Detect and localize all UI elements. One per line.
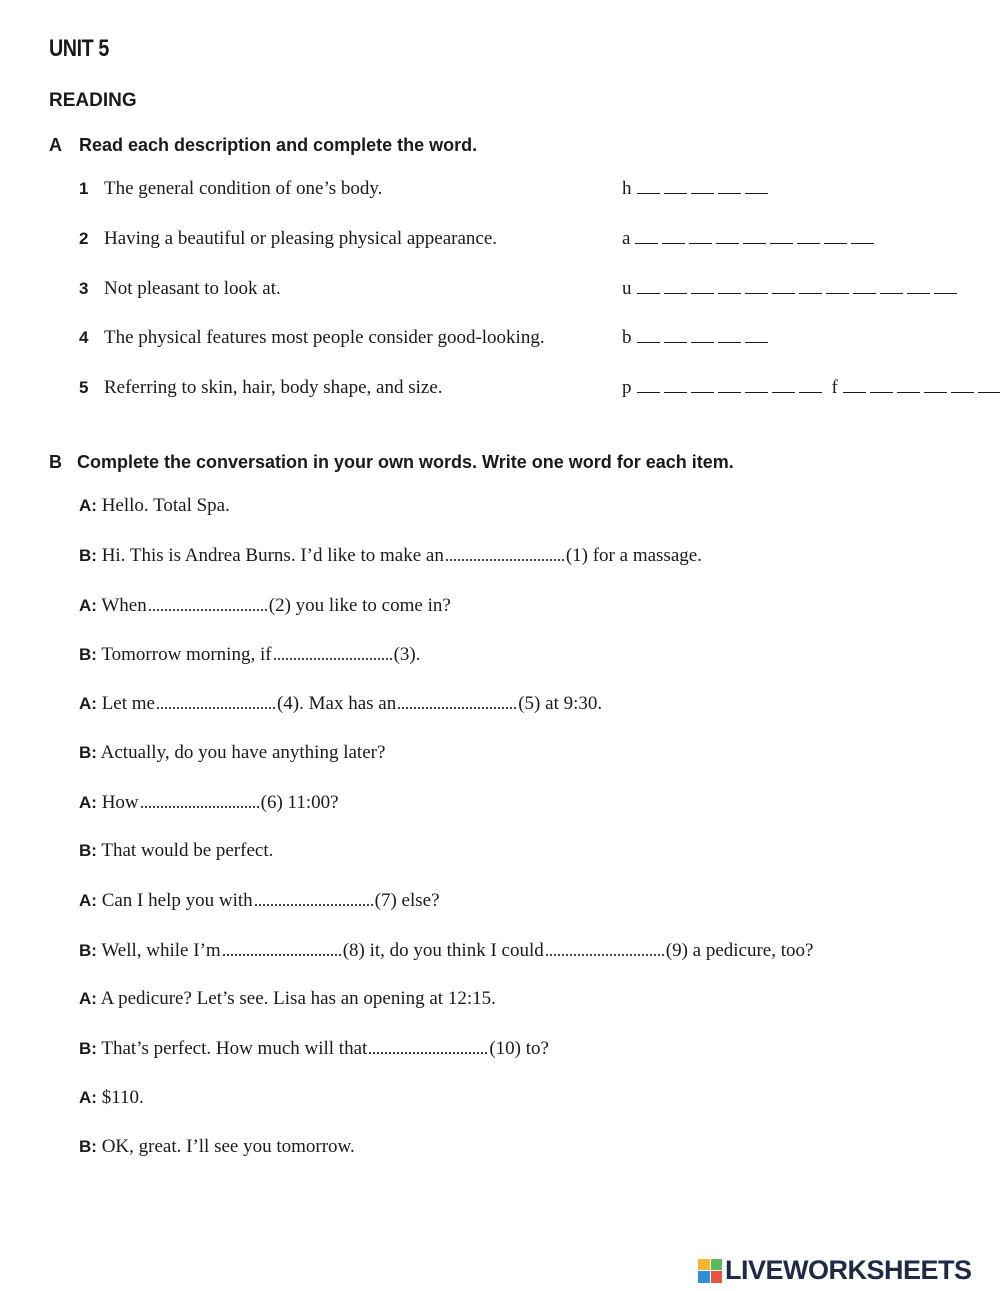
description-item	[79, 228, 497, 250]
speaker-label: B:	[79, 1137, 97, 1156]
line-text: (4). Max has an	[276, 693, 397, 714]
line-text: OK, great. I’ll see you tomorrow.	[101, 1136, 355, 1157]
letter-blank[interactable]	[691, 328, 714, 343]
item-description: Not pleasant to look at.	[104, 278, 281, 299]
conversation-line	[79, 1087, 144, 1109]
speaker-label: B:	[79, 645, 97, 664]
line-text: (2) you like to come in?	[268, 595, 451, 616]
letter-blank[interactable]	[824, 229, 847, 244]
liveworksheets-logo	[698, 1255, 972, 1286]
answer-blank[interactable]	[255, 889, 373, 906]
description-item	[79, 178, 382, 200]
letter-blank[interactable]	[880, 279, 903, 294]
letter-blank[interactable]	[637, 378, 660, 393]
conversation-line	[79, 840, 273, 862]
word-answer[interactable]	[622, 278, 961, 300]
section-a-letter: A	[49, 135, 62, 155]
letter-blank[interactable]	[718, 378, 741, 393]
conversation-line	[79, 939, 813, 962]
conversation-line	[79, 1037, 549, 1060]
letter-blank[interactable]	[770, 229, 793, 244]
conversation-line	[79, 1136, 355, 1158]
conversation-line	[79, 988, 496, 1010]
item-number: 5	[79, 378, 89, 397]
speaker-label: B:	[79, 1039, 97, 1058]
conversation-line	[79, 692, 602, 715]
speaker-label: B:	[79, 841, 97, 860]
word-first-letter: h	[622, 178, 632, 199]
line-text: Can I help you with	[101, 890, 253, 911]
letter-blank[interactable]	[664, 328, 687, 343]
letter-blank[interactable]	[689, 229, 712, 244]
conversation-line	[79, 544, 702, 567]
item-number: 2	[79, 229, 89, 248]
letter-blank[interactable]	[797, 229, 820, 244]
letter-blank[interactable]	[978, 378, 1000, 393]
letter-blank[interactable]	[897, 378, 920, 393]
letter-blank[interactable]	[870, 378, 893, 393]
item-description: The general condition of one’s body.	[104, 178, 383, 199]
conversation-line	[79, 495, 230, 517]
description-item	[79, 278, 281, 300]
answer-blank[interactable]	[274, 643, 392, 660]
letter-blank[interactable]	[772, 378, 795, 393]
word-answer[interactable]	[622, 228, 878, 250]
unit-title: UNIT 5	[49, 35, 109, 62]
line-text: (9) a pedicure, too?	[665, 940, 814, 961]
item-description: Having a beautiful or pleasing physical appearance.	[104, 228, 498, 249]
line-text: Actually, do you have anything later?	[100, 742, 386, 763]
letter-blank[interactable]	[934, 279, 957, 294]
line-text: When	[101, 595, 147, 616]
letter-blank[interactable]	[745, 279, 768, 294]
word-answer[interactable]	[622, 178, 772, 200]
answer-blank[interactable]	[149, 594, 267, 611]
liveworksheets-logo-icon	[698, 1259, 722, 1283]
conversation-line	[79, 742, 385, 764]
item-number: 3	[79, 279, 89, 298]
description-item	[79, 327, 545, 349]
letter-blank[interactable]	[635, 229, 658, 244]
letter-blank[interactable]	[772, 279, 795, 294]
word-answer[interactable]	[622, 377, 1000, 399]
section-title: READING	[49, 90, 137, 111]
letter-blank[interactable]	[718, 279, 741, 294]
line-text: Hi. This is Andrea Burns. I’d like to make an	[101, 545, 444, 566]
letter-blank[interactable]	[799, 279, 822, 294]
letter-blank[interactable]	[907, 279, 930, 294]
item-description: The physical features most people consider good-looking.	[104, 327, 545, 348]
line-text: (8) it, do you think I could	[342, 940, 544, 961]
item-number: 1	[79, 179, 89, 198]
line-text: Well, while I’m	[101, 940, 221, 961]
line-text: That’s perfect. How much will that	[101, 1038, 368, 1059]
speaker-label: A:	[79, 793, 97, 812]
speaker-label: A:	[79, 496, 97, 515]
speaker-label: A:	[79, 891, 97, 910]
speaker-label: B:	[79, 941, 97, 960]
answer-blank[interactable]	[157, 692, 275, 709]
conversation-line	[79, 594, 451, 617]
answer-blank[interactable]	[398, 692, 516, 709]
answer-blank[interactable]	[369, 1037, 487, 1054]
speaker-label: B:	[79, 546, 97, 565]
letter-blank[interactable]	[662, 229, 685, 244]
line-text: (3).	[393, 644, 421, 665]
section-b-instruction: Complete the conversation in your own words. Write one word for each item.	[77, 452, 734, 472]
answer-blank[interactable]	[446, 544, 564, 561]
letter-blank[interactable]	[718, 179, 741, 194]
answer-blank[interactable]	[223, 939, 341, 956]
letter-blank[interactable]	[664, 179, 687, 194]
word-first-letter: a	[622, 228, 631, 249]
letter-blank[interactable]	[691, 179, 714, 194]
speaker-label: B:	[79, 743, 97, 762]
letter-blank[interactable]	[851, 229, 874, 244]
line-text: (7) else?	[374, 890, 440, 911]
conversation-line	[79, 889, 440, 912]
letter-blank[interactable]	[637, 328, 660, 343]
line-text: That would be perfect.	[101, 840, 274, 861]
letter-blank[interactable]	[924, 378, 947, 393]
letter-blank[interactable]	[853, 279, 876, 294]
letter-blank[interactable]	[637, 179, 660, 194]
second-word-first-letter: f	[831, 377, 838, 398]
answer-blank[interactable]	[141, 791, 259, 808]
section-a-heading	[49, 135, 477, 156]
speaker-label: A:	[79, 694, 97, 713]
letter-blank[interactable]	[637, 279, 660, 294]
speaker-label: A:	[79, 1088, 97, 1107]
speaker-label: A:	[79, 596, 97, 615]
speaker-label: A:	[79, 989, 97, 1008]
letter-blank[interactable]	[716, 229, 739, 244]
conversation-line	[79, 791, 339, 814]
line-text: (10) to?	[489, 1038, 549, 1059]
answer-blank[interactable]	[546, 939, 664, 956]
description-item	[79, 377, 443, 399]
line-text: Hello. Total Spa.	[101, 495, 230, 516]
letter-blank[interactable]	[843, 378, 866, 393]
letter-blank[interactable]	[718, 328, 741, 343]
logo-text: LIVEWORKSHEETS	[725, 1255, 972, 1285]
conversation-line	[79, 643, 420, 666]
letter-blank[interactable]	[743, 229, 766, 244]
line-text: (5) at 9:30.	[518, 693, 603, 714]
letter-blank[interactable]	[691, 279, 714, 294]
line-text: $110.	[101, 1087, 144, 1108]
letter-blank[interactable]	[951, 378, 974, 393]
letter-blank[interactable]	[745, 179, 768, 194]
word-first-letter: u	[622, 278, 632, 299]
line-text: A pedicure? Let’s see. Lisa has an opening at 12:15.	[100, 988, 496, 1009]
letter-blank[interactable]	[664, 378, 687, 393]
line-text: Tomorrow morning, if	[101, 644, 272, 665]
letter-blank[interactable]	[826, 279, 849, 294]
letter-blank[interactable]	[691, 378, 714, 393]
line-text: (6) 11:00?	[260, 792, 339, 813]
letter-blank[interactable]	[745, 328, 768, 343]
word-first-letter: b	[622, 327, 632, 348]
word-answer[interactable]	[622, 327, 772, 349]
item-description: Referring to skin, hair, body shape, and size.	[104, 377, 443, 398]
line-text: How	[101, 792, 139, 813]
line-text: (1) for a massage.	[565, 545, 702, 566]
section-b-letter: B	[49, 452, 62, 472]
section-a-instruction: Read each description and complete the word.	[79, 135, 478, 155]
item-number: 4	[79, 328, 89, 347]
letter-blank[interactable]	[664, 279, 687, 294]
letter-blank[interactable]	[745, 378, 768, 393]
line-text: Let me	[101, 693, 155, 714]
section-b-heading	[49, 452, 734, 473]
letter-blank[interactable]	[799, 378, 822, 393]
word-first-letter: p	[622, 377, 632, 398]
